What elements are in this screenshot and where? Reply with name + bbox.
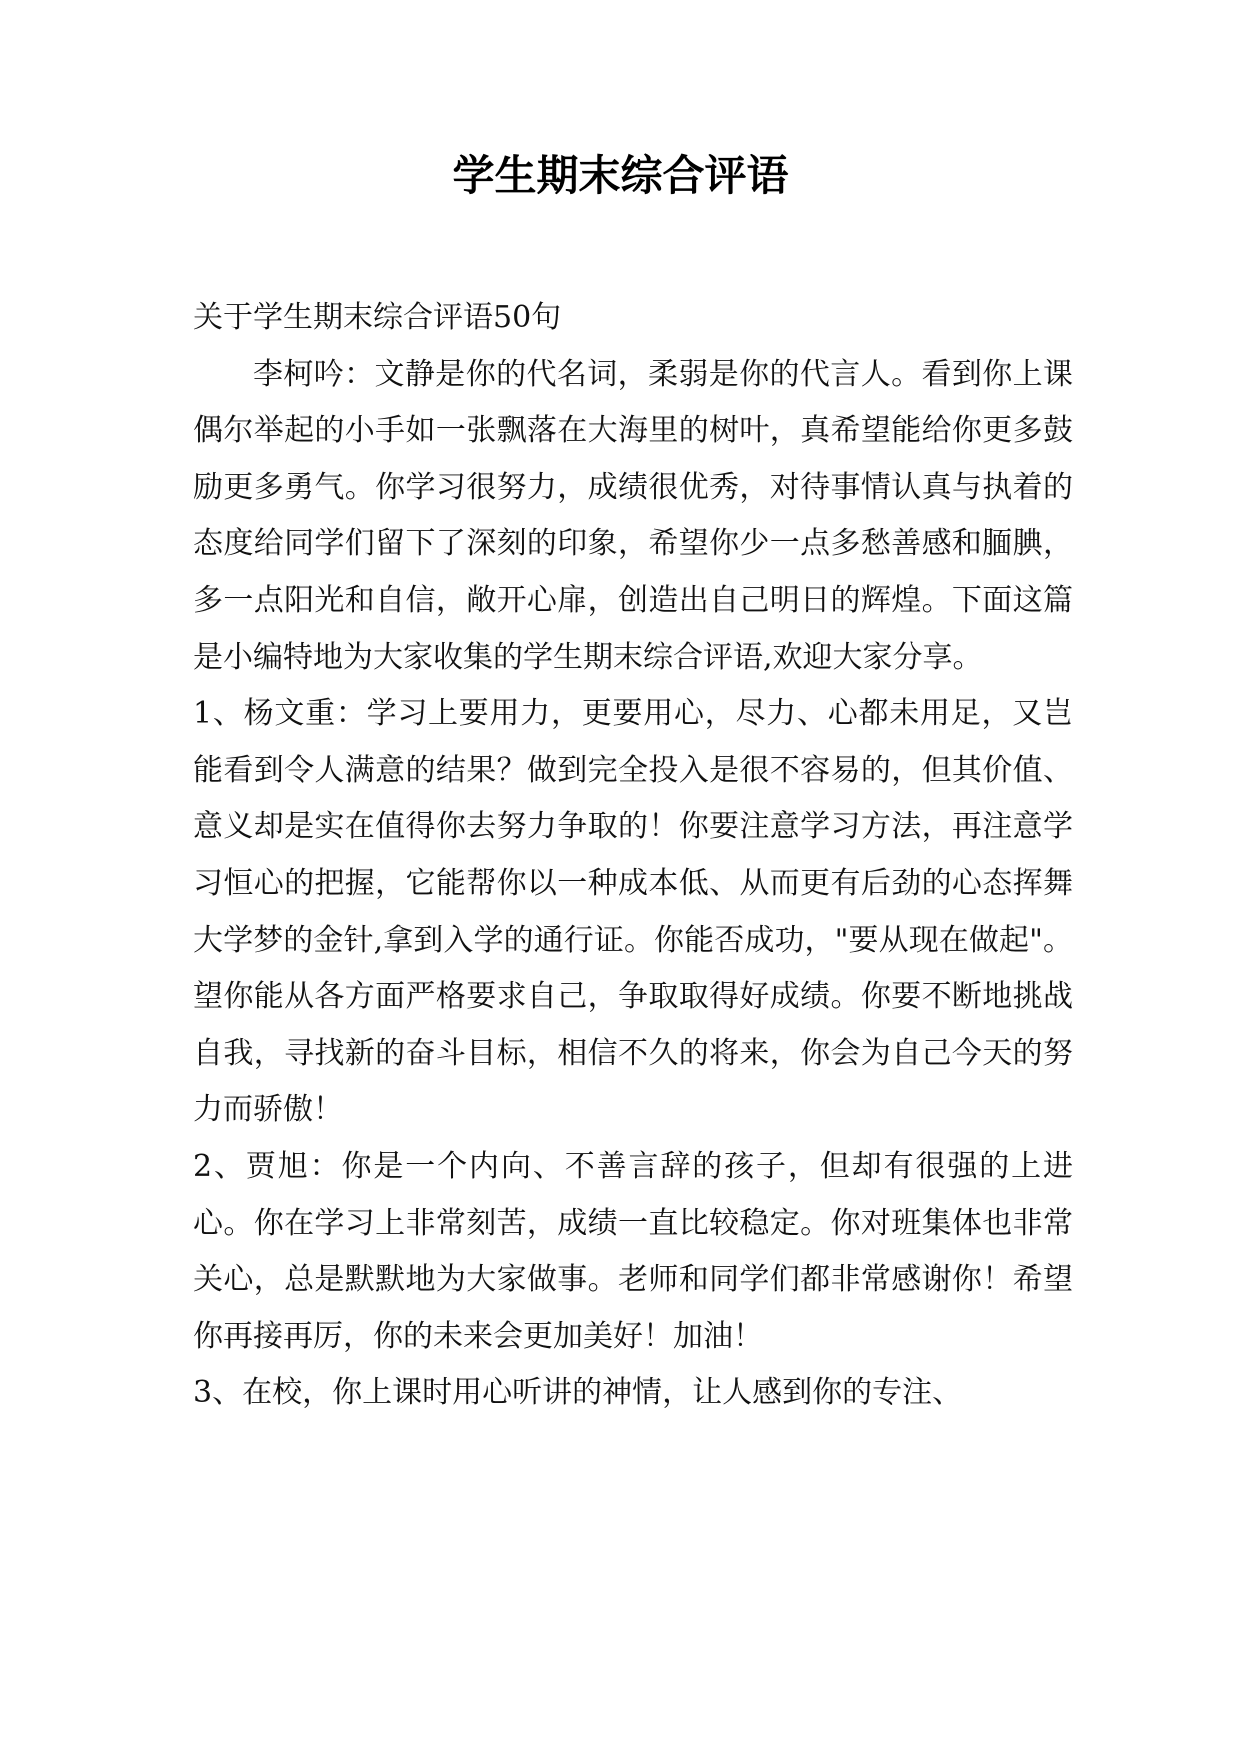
comment-item-2: 2、贾旭：你是一个内向、不善言辞的孩子，但却有很强的上进心。你在学习上非常刻苦，成绩一直比较稳定。你对班集体也非常关心，总是默默地为大家做事。老师和同学们都非常感谢你！希望你再接再厉，你的未来会更加美好！加油！ [193,1148,1073,1354]
document-title: 学生期末综合评语 [452,151,789,200]
comment-item-3: 3、在校，你上课时用心听讲的神情，让人感到你的专注、 [193,1375,963,1411]
comment-item-1: 1、杨文重：学习上要用力，更要用心，尽力、心都未用足，又岂能看到令人满意的结果？做到完全投入是很不容易的，但其价值、意义却是实在值得你去努力争取的！你要注意学习方法，再注意学习恒心的把握，它能帮你以一种成本低、从而更有后劲的心态挥舞大学梦的金针,拿到入学的通行证。你能否成功，"要从现在做起"。望你能从各方面严格要求自己，争取取得好成绩。你要不断地挑战自我，寻找新的奋斗目标，相信不久的将来，你会为自己今天的努力而骄傲！ [193,696,1073,1128]
document-body [193,290,1073,1422]
intro-paragraph: 李柯吟：文静是你的代名词，柔弱是你的代言人。看到你上课偶尔举起的小手如一张飘落在大海里的树叶，真希望能给你更多鼓励更多勇气。你学习很努力，成绩很优秀，对待事情认真与执着的态度给同学们留下了深刻的印象，希望你少一点多愁善感和腼腆，多一点阳光和自信，敞开心扉，创造出自己明日的辉煌。下面这篇是小编特地为大家收集的学生期末综合评语,欢迎大家分享。 [193,356,1073,675]
document-subtitle: 关于学生期末综合评语50句 [193,300,562,335]
